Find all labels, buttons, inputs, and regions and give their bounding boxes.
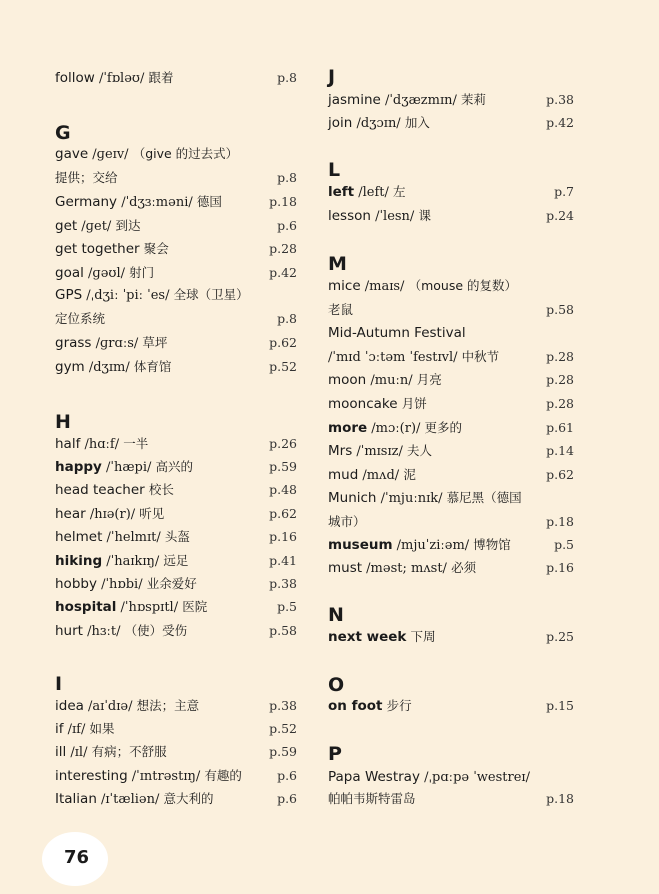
glossary-entry xyxy=(328,182,574,203)
entry-page-ref: p.8 xyxy=(277,170,297,185)
entry-phonetic: /ɡəʊl/ xyxy=(83,266,130,281)
entry-page-ref: p.59 xyxy=(269,459,297,474)
section-letter: P xyxy=(328,743,342,765)
entry-word: Mid-Autumn Festival xyxy=(328,325,466,341)
glossary-entry xyxy=(328,535,574,556)
entry-phonetic: /mjuˈziːəm/ xyxy=(392,538,474,553)
glossary-entry xyxy=(328,558,574,579)
glossary-entry xyxy=(55,168,297,189)
glossary-entry xyxy=(55,357,297,378)
entry-word: ill xyxy=(55,744,67,760)
entry-chinese: 头盔 xyxy=(164,529,190,544)
glossary-entry xyxy=(55,527,297,548)
entry-page-ref: p.14 xyxy=(546,443,574,458)
entry-phonetic: /ˈmɪsɪz/ xyxy=(352,444,407,459)
entry-chinese: 定位系统 xyxy=(55,311,106,326)
entry-chinese: 下周 xyxy=(410,629,436,644)
entry-phonetic: /ɡeɪv/ xyxy=(88,147,133,162)
entry-chinese: 德国 xyxy=(196,194,222,209)
glossary-entry xyxy=(55,434,297,455)
section-letter: J xyxy=(328,66,336,88)
entry-phonetic: /ˈlesn/ xyxy=(370,209,419,224)
entry-word: lesson xyxy=(328,208,371,224)
entry-page-ref: p.6 xyxy=(277,791,297,806)
entry-chinese: （give 的过去式） xyxy=(132,146,239,161)
glossary-entry xyxy=(55,597,297,618)
entry-phonetic: /ˈhɒspɪtl/ xyxy=(116,600,183,615)
entry-word: helmet xyxy=(55,529,103,545)
entry-word: mice xyxy=(328,278,361,294)
entry-page-ref: p.61 xyxy=(546,420,574,435)
section-letter: G xyxy=(55,122,71,144)
glossary-entry xyxy=(55,309,297,330)
glossary-entry xyxy=(55,789,297,810)
entry-word: interesting xyxy=(55,768,128,784)
entry-word: jasmine xyxy=(328,92,381,108)
entry-page-ref: p.58 xyxy=(546,302,574,317)
entry-page-ref: p.58 xyxy=(269,623,297,638)
entry-chinese: 步行 xyxy=(386,698,412,713)
entry-phonetic: /ˌdʒiː ˈpiː ˈes/ xyxy=(82,288,174,303)
section-letter: I xyxy=(55,673,63,695)
entry-page-ref: p.25 xyxy=(546,629,574,644)
entry-phonetic: /aɪˈdɪə/ xyxy=(83,699,137,714)
entry-word: hospital xyxy=(55,599,117,615)
entry-page-ref: p.26 xyxy=(269,436,297,451)
entry-page-ref: p.28 xyxy=(546,372,574,387)
section-letter: N xyxy=(328,604,344,626)
entry-chinese: 校长 xyxy=(148,482,174,497)
entry-phonetic: /ɡrɑːs/ xyxy=(91,336,143,351)
glossary-entry xyxy=(55,144,297,165)
entry-phonetic: /mɔː(r)/ xyxy=(367,421,425,436)
entry-phonetic: /ɪl/ xyxy=(66,745,92,760)
entry-word: mud xyxy=(328,467,359,483)
entry-chinese: 课 xyxy=(418,208,431,223)
entry-chinese: 全球（卫星） xyxy=(173,287,249,302)
entry-chinese: （mouse 的复数） xyxy=(408,278,518,293)
entry-phonetic: /ˈdʒɜːməni/ xyxy=(117,195,197,210)
entry-chinese: 老鼠 xyxy=(328,302,354,317)
entry-chinese: 夫人 xyxy=(407,443,433,458)
entry-chinese: 提供；交给 xyxy=(55,170,118,185)
entry-page-ref: p.15 xyxy=(546,698,574,713)
glossary-entry xyxy=(55,766,297,787)
glossary-entry xyxy=(328,512,574,533)
entry-word: museum xyxy=(328,537,393,553)
entry-chinese: 一半 xyxy=(123,436,149,451)
glossary-entry xyxy=(328,465,574,486)
entry-page-ref: p.5 xyxy=(554,537,574,552)
glossary-entry xyxy=(328,767,574,788)
entry-word: if xyxy=(55,721,64,737)
entry-page-ref: p.8 xyxy=(277,311,297,326)
entry-chinese: 月亮 xyxy=(416,372,442,387)
glossary-entry xyxy=(55,68,297,89)
entry-word: GPS xyxy=(55,287,83,303)
entry-phonetic: /hɜːt/ xyxy=(82,624,125,639)
entry-chinese: 到达 xyxy=(115,218,141,233)
entry-word: moon xyxy=(328,372,367,388)
glossary-entry xyxy=(55,480,297,501)
entry-page-ref: p.28 xyxy=(546,396,574,411)
entry-page-ref: p.38 xyxy=(269,576,297,591)
entry-page-ref: p.62 xyxy=(269,335,297,350)
entry-word: hiking xyxy=(55,553,103,569)
entry-phonetic: /ˈmɪd ˈɔːtəm ˈfestɪvl/ xyxy=(328,350,462,365)
entry-word: more xyxy=(328,420,368,436)
glossary-entry xyxy=(55,551,297,572)
entry-phonetic: /muːn/ xyxy=(366,373,417,388)
glossary-entry xyxy=(55,504,297,525)
entry-phonetic: /ˌpɑːpə ˈwestreɪ/ xyxy=(419,770,530,785)
entry-word: Mrs xyxy=(328,443,353,459)
glossary-entry xyxy=(55,742,297,763)
entry-chinese: 想法；主意 xyxy=(136,698,200,713)
entry-phonetic: /hɑːf/ xyxy=(80,437,124,452)
entry-page-ref: p.62 xyxy=(269,506,297,521)
entry-phonetic: /ˈhelmɪt/ xyxy=(102,530,165,545)
entry-word: left xyxy=(328,184,355,200)
entry-chinese: 有病；不舒服 xyxy=(91,744,167,759)
entry-chinese: 射门 xyxy=(129,265,155,280)
entry-page-ref: p.8 xyxy=(277,70,297,85)
entry-page-ref: p.16 xyxy=(546,560,574,575)
entry-phonetic: /hɪə(r)/ xyxy=(85,507,140,522)
entry-page-ref: p.7 xyxy=(554,184,574,199)
entry-page-ref: p.18 xyxy=(546,791,574,806)
entry-phonetic: /ɪf/ xyxy=(63,722,90,737)
entry-page-ref: p.6 xyxy=(277,768,297,783)
glossary-entry xyxy=(55,574,297,595)
entry-phonetic: /ˈdʒæzmɪn/ xyxy=(380,93,462,108)
glossary-entry xyxy=(55,457,297,478)
section-letter: H xyxy=(55,411,71,433)
section-letter: O xyxy=(328,674,345,696)
entry-word: Papa Westray xyxy=(328,769,420,785)
entry-phonetic: /left/ xyxy=(354,185,394,200)
glossary-entry xyxy=(328,347,574,368)
section-letter: M xyxy=(328,253,347,275)
glossary-entry xyxy=(328,418,574,439)
page-number-badge xyxy=(42,832,108,886)
glossary-entry xyxy=(328,90,574,111)
entry-page-ref: p.38 xyxy=(546,92,574,107)
entry-page-ref: p.38 xyxy=(269,698,297,713)
entry-page-ref: p.59 xyxy=(269,744,297,759)
entry-chinese: 泥 xyxy=(403,467,416,482)
glossary-entry xyxy=(328,394,574,415)
entry-chinese: 帕帕韦斯特雷岛 xyxy=(328,791,416,806)
entry-word: mooncake xyxy=(328,396,398,412)
entry-chinese: 慕尼黑（德国 xyxy=(446,490,522,505)
entry-phonetic: /ˈɪntrəstɪŋ/ xyxy=(127,769,205,784)
entry-phonetic: /mʌd/ xyxy=(358,468,404,483)
glossary-entry xyxy=(328,113,574,134)
entry-page-ref: p.52 xyxy=(269,721,297,736)
entry-word: get together xyxy=(55,241,140,257)
entry-word: half xyxy=(55,436,81,452)
entry-word: happy xyxy=(55,459,102,475)
entry-word: grass xyxy=(55,335,92,351)
entry-chinese: 城市） xyxy=(328,514,366,529)
entry-chinese: 加入 xyxy=(404,115,430,130)
entry-phonetic: /ˈfɒləʊ/ xyxy=(94,71,149,86)
entry-page-ref: p.16 xyxy=(269,529,297,544)
entry-page-ref: p.18 xyxy=(269,194,297,209)
entry-page-ref: p.42 xyxy=(546,115,574,130)
glossary-entry xyxy=(55,333,297,354)
entry-phonetic: /ˈhɒbi/ xyxy=(96,577,147,592)
entry-phonetic: /ˈmjuːnɪk/ xyxy=(376,491,447,506)
entry-chinese: （使）受伤 xyxy=(124,623,188,638)
glossary-entry xyxy=(328,627,574,648)
entry-page-ref: p.48 xyxy=(269,482,297,497)
entry-word: hobby xyxy=(55,576,97,592)
entry-chinese: 意大利的 xyxy=(163,791,214,806)
entry-page-ref: p.28 xyxy=(269,241,297,256)
entry-word: hear xyxy=(55,506,86,522)
entry-chinese: 远足 xyxy=(163,553,189,568)
entry-chinese: 聚会 xyxy=(143,241,169,256)
entry-word: goal xyxy=(55,265,84,281)
entry-phonetic: /maɪs/ xyxy=(360,279,409,294)
entry-phonetic: /dʒɔɪn/ xyxy=(352,116,405,131)
glossary-entry xyxy=(328,441,574,462)
entry-chinese: 听见 xyxy=(139,506,165,521)
glossary-entry xyxy=(55,192,297,213)
entry-word: gave xyxy=(55,146,89,162)
entry-phonetic: /məst; mʌst/ xyxy=(362,561,452,576)
entry-chinese: 更多的 xyxy=(424,420,463,435)
entry-page-ref: p.62 xyxy=(546,467,574,482)
glossary-entry xyxy=(328,300,574,321)
entry-phonetic: /ɪˈtæliən/ xyxy=(96,792,164,807)
glossary-entry xyxy=(55,719,297,740)
glossary-entry xyxy=(328,696,574,717)
entry-page-ref: p.42 xyxy=(269,265,297,280)
entry-word: join xyxy=(328,115,353,131)
glossary-entry xyxy=(55,621,297,642)
entry-word: Italian xyxy=(55,791,97,807)
entry-phonetic: /ˈhaɪkɪŋ/ xyxy=(102,554,164,569)
entry-phonetic: /ɡet/ xyxy=(77,219,116,234)
entry-page-ref: p.28 xyxy=(546,349,574,364)
entry-word: head teacher xyxy=(55,482,145,498)
entry-phonetic: /dʒɪm/ xyxy=(84,360,134,375)
glossary-entry xyxy=(328,276,574,297)
entry-chinese: 必须 xyxy=(451,560,477,575)
entry-chinese: 体育馆 xyxy=(133,359,172,374)
entry-chinese: 高兴的 xyxy=(155,459,194,474)
entry-word: on foot xyxy=(328,698,383,714)
glossary-entry xyxy=(55,239,297,260)
entry-word: must xyxy=(328,560,363,576)
glossary-entry xyxy=(328,206,574,227)
glossary-entry xyxy=(55,696,297,717)
entry-chinese: 左 xyxy=(393,184,406,199)
entry-chinese: 有趣的 xyxy=(204,768,242,783)
entry-word: next week xyxy=(328,629,407,645)
entry-page-ref: p.24 xyxy=(546,208,574,223)
entry-chinese: 跟着 xyxy=(148,70,174,85)
entry-chinese: 中秋节 xyxy=(461,349,500,364)
glossary-entry xyxy=(55,263,297,284)
entry-chinese: 月饼 xyxy=(401,396,427,411)
glossary-entry xyxy=(55,216,297,237)
glossary-entry xyxy=(55,285,297,306)
entry-page-ref: p.6 xyxy=(277,218,297,233)
section-letter: L xyxy=(328,159,341,181)
glossary-entry xyxy=(328,789,574,810)
entry-chinese: 茉莉 xyxy=(461,92,487,107)
entry-chinese: 博物馆 xyxy=(473,537,511,552)
entry-page-ref: p.52 xyxy=(269,359,297,374)
entry-word: hurt xyxy=(55,623,83,639)
entry-word: idea xyxy=(55,698,84,714)
entry-word: gym xyxy=(55,359,85,375)
entry-chinese: 如果 xyxy=(89,721,115,736)
entry-chinese: 医院 xyxy=(182,599,208,614)
page-number: 76 xyxy=(64,847,90,868)
entry-page-ref: p.18 xyxy=(546,514,574,529)
glossary-entry xyxy=(328,323,574,344)
entry-page-ref: p.5 xyxy=(277,599,297,614)
entry-chinese: 草坪 xyxy=(142,335,168,350)
entry-word: Germany xyxy=(55,194,118,210)
entry-word: Munich xyxy=(328,490,377,506)
glossary-entry xyxy=(328,370,574,391)
entry-word: follow xyxy=(55,70,95,86)
entry-word: get xyxy=(55,218,78,234)
entry-chinese: 业余爱好 xyxy=(146,576,197,591)
glossary-entry xyxy=(328,488,574,509)
entry-page-ref: p.41 xyxy=(269,553,297,568)
entry-phonetic: /ˈhæpi/ xyxy=(101,460,156,475)
